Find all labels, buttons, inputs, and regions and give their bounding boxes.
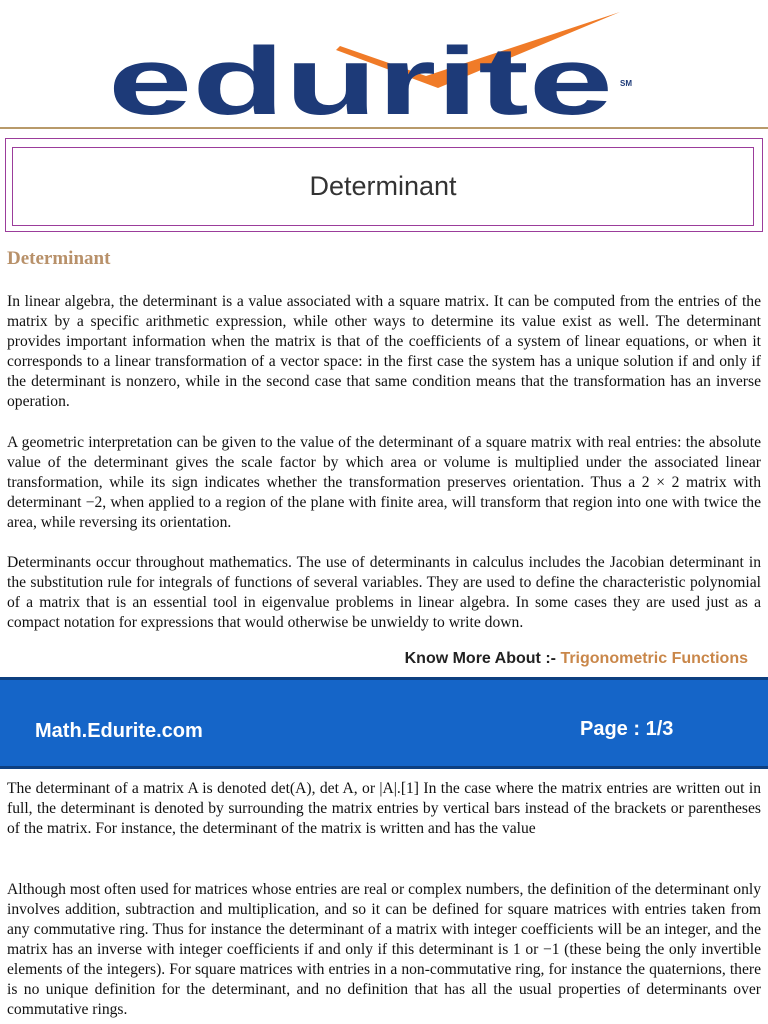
page-indicator: Page : 1/3 [580, 718, 674, 740]
paragraph-notation: The determinant of a matrix A is denoted det(A), det A, or |A|.[1] In the case where the matrix entries are written out in full, the determinant is denoted by surrounding the matrix entries by vertical bars instead of the brackets or parentheses of the matrix. For instance, the determinant of the matrix is written and has the value [7, 780, 761, 837]
title-box [12, 147, 754, 226]
footer-site: Math.Edurite.com [35, 720, 203, 742]
footer-bar [0, 677, 768, 769]
know-more-label: Know More About :- [404, 650, 556, 667]
section-heading: Determinant [7, 248, 111, 269]
paragraph-uses: Determinants occur throughout mathematics. The use of determinants in calculus includes the Jacobian determinant in the substitution rule for integrals of functions of several variables. They are used to define the characteristic polynomial of a matrix that is an essential tool in eigenvalue problems in linear algebra. In some cases they are used just as a compact notation for expressions that would otherwise be unwieldy to write down. [7, 554, 761, 631]
paragraph-rings: Although most often used for matrices whose entries are real or complex numbers, the definition of the determinant only involves addition, subtraction and multiplication, and so it can be defined for square matrices with entries taken from any commutative ring. Thus for instance the determinant of a matrix with integer coefficients will be an integer, and the matrix has an inverse with integer coefficients if and only if this determinant is 1 or −1 (these being the only invertible elements of the integers). For square matrices with entries in a non-commutative ring, for instance the quaternions, there is no unique definition for the determinant, and no definition that has all the usual properties of determinants over commutative rings. [7, 881, 761, 1018]
header-divider [0, 127, 768, 129]
know-more [405, 650, 748, 668]
service-mark: SM [620, 79, 632, 88]
trigonometric-functions-link[interactable]: Trigonometric Functions [560, 650, 748, 667]
logo-wordmark: edurite [108, 28, 613, 122]
edurite-logo [108, 6, 648, 122]
paragraph-geometric: A geometric interpretation can be given to the value of the determinant of a square matrix with real entries: the absolute value of the determinant gives the scale factor by which area or volume is multiplied under the associated linear transformation, while its sign indicates whether the transformation preserves orientation. Thus a 2 × 2 matrix with determinant −2, when applied to a region of the plane with finite area, will transform that region into one with twice the area, while reversing its orientation. [7, 434, 761, 531]
page-title: Determinant [309, 171, 457, 201]
paragraph-intro: In linear algebra, the determinant is a value associated with a square matrix. It can be computed from the entries of the matrix by a specific arithmetic expression, while other ways to determine its value exist as well. The determinant provides important information when the matrix is that of the coefficients of a system of linear equations, or when it corresponds to a linear transformation of a vector space: in the first case the system has a unique solution if and only if the determinant is nonzero, while in the second case that same condition means that the transformation has an inverse operation. [7, 293, 761, 410]
